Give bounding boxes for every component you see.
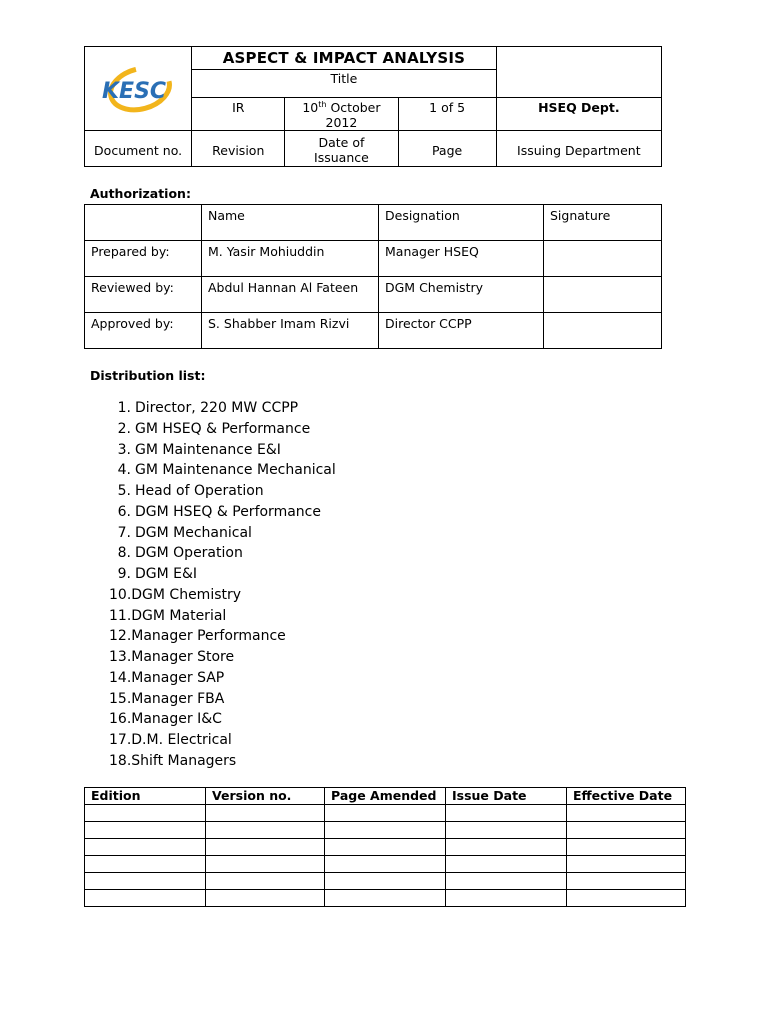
table-cell: [446, 822, 567, 839]
auth-signature: [544, 277, 662, 313]
department-value: HSEQ Dept.: [496, 98, 661, 131]
table-row: [85, 805, 686, 822]
list-item: 14.Manager SAP: [109, 669, 225, 686]
col-page-amended: Page Amended: [325, 788, 446, 805]
col-version-no: Version no.: [206, 788, 325, 805]
logo-cell: [85, 47, 192, 131]
table-cell: [85, 890, 206, 907]
table-cell: [206, 822, 325, 839]
list-item: 5. Head of Operation: [117, 483, 264, 499]
table-cell: [446, 890, 567, 907]
auth-name: S. Shabber Imam Rizvi: [202, 313, 379, 349]
table-cell: [567, 890, 686, 907]
auth-name: M. Yasir Mohiuddin: [202, 241, 379, 277]
table-cell: [325, 856, 446, 873]
table-cell: [206, 890, 325, 907]
table-cell: [325, 822, 446, 839]
auth-designation: Manager HSEQ: [379, 241, 544, 277]
document-header-table: [84, 46, 662, 167]
auth-row-approved: [85, 313, 662, 349]
table-row: [85, 839, 686, 856]
table-cell: [85, 839, 206, 856]
auth-signature: [544, 313, 662, 349]
revision-value: IR: [192, 98, 285, 131]
list-item: 15.Manager FBA: [109, 690, 225, 707]
list-item: 2. GM HSEQ & Performance: [117, 420, 311, 437]
auth-row-prepared: [85, 241, 662, 277]
auth-signature: [544, 241, 662, 277]
table-cell: [567, 805, 686, 822]
list-item: 10.DGM Chemistry: [109, 586, 242, 603]
issuing-department-label: Issuing Department: [496, 131, 661, 167]
auth-header-blank: [85, 205, 202, 241]
list-item: 12.Manager Performance: [109, 628, 286, 645]
table-cell: [206, 873, 325, 890]
auth-row-reviewed: [85, 277, 662, 313]
distribution-list: [109, 398, 336, 772]
table-cell: [567, 822, 686, 839]
table-cell: [446, 839, 567, 856]
logo-text: KESC: [102, 78, 167, 104]
table-cell: [446, 805, 567, 822]
document-no-label: Document no.: [85, 131, 192, 167]
table-cell: [325, 805, 446, 822]
date-of-issuance-label: Date of Issuance: [285, 131, 398, 167]
page-value: 1 of 5: [398, 98, 496, 131]
auth-name: Abdul Hannan Al Fateen: [202, 277, 379, 313]
table-cell: [206, 839, 325, 856]
table-row: [85, 822, 686, 839]
table-cell: [567, 856, 686, 873]
authorization-table: [84, 204, 662, 349]
list-item: 17.D.M. Electrical: [109, 732, 232, 748]
distribution-list-label: Distribution list:: [90, 368, 206, 383]
document-title: ASPECT & IMPACT ANALYSIS: [192, 47, 497, 70]
list-item: 1. Director, 220 MW CCPP: [117, 400, 299, 416]
table-cell: [85, 873, 206, 890]
revision-label: Revision: [192, 131, 285, 167]
table-cell: [85, 856, 206, 873]
kesc-logo: [96, 62, 180, 116]
list-item: 18.Shift Managers: [109, 752, 237, 769]
table-cell: [325, 890, 446, 907]
edition-history-table: [84, 787, 686, 907]
title-label: Title: [192, 70, 497, 98]
table-cell: [446, 856, 567, 873]
list-item: 7. DGM Mechanical: [117, 524, 252, 541]
list-item: 3. GM Maintenance E&I: [117, 441, 281, 458]
auth-designation: Director CCPP: [379, 313, 544, 349]
col-issue-date: Issue Date: [446, 788, 567, 805]
table-cell: [325, 873, 446, 890]
table-cell: [325, 839, 446, 856]
auth-role: Approved by:: [85, 313, 202, 349]
table-cell: [567, 873, 686, 890]
auth-role: Reviewed by:: [85, 277, 202, 313]
authorization-label: Authorization:: [90, 186, 191, 201]
table-row: [85, 890, 686, 907]
auth-role: Prepared by:: [85, 241, 202, 277]
list-item: 11.DGM Material: [109, 607, 227, 624]
date-of-issuance-value: 10th October 2012: [285, 98, 398, 131]
table-cell: [567, 839, 686, 856]
table-row: [85, 873, 686, 890]
col-edition: Edition: [85, 788, 206, 805]
list-item: 6. DGM HSEQ & Performance: [117, 503, 321, 520]
table-cell: [206, 805, 325, 822]
table-cell: [85, 805, 206, 822]
header-blank-cell: [496, 47, 661, 98]
table-cell: [85, 822, 206, 839]
list-item: 8. DGM Operation: [117, 545, 243, 562]
auth-header-name: Name: [202, 205, 379, 241]
list-item: 9. DGM E&I: [117, 566, 198, 582]
page-label: Page: [398, 131, 496, 167]
list-item: 4. GM Maintenance Mechanical: [117, 462, 336, 479]
table-row: [85, 856, 686, 873]
col-effective-date: Effective Date: [567, 788, 686, 805]
list-item: 13.Manager Store: [109, 649, 235, 665]
table-cell: [446, 873, 567, 890]
auth-header-signature: Signature: [544, 205, 662, 241]
auth-header-designation: Designation: [379, 205, 544, 241]
table-cell: [206, 856, 325, 873]
list-item: 16.Manager I&C: [109, 711, 222, 728]
auth-designation: DGM Chemistry: [379, 277, 544, 313]
